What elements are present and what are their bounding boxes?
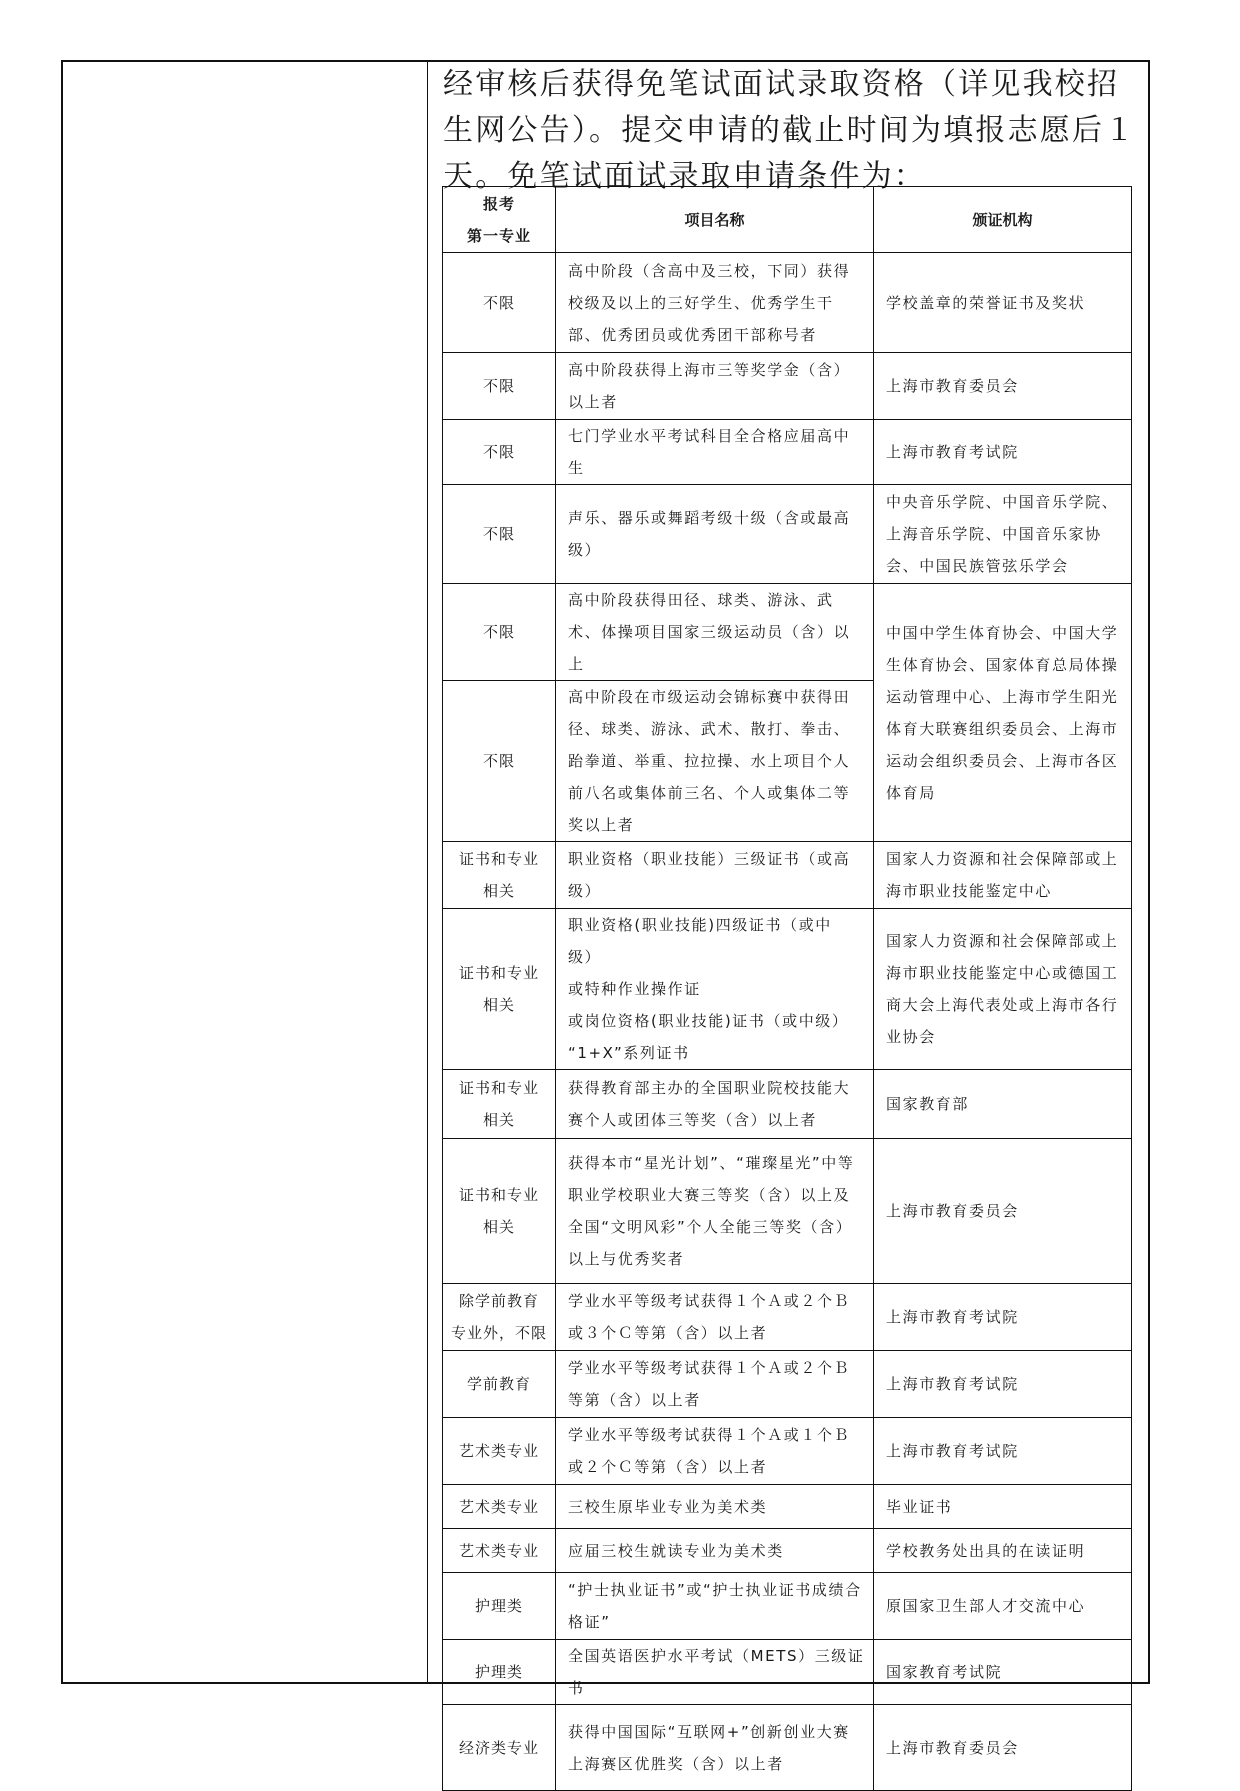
table-row: [443, 1284, 1132, 1351]
cell-item: 获得教育部主办的全国职业院校技能大赛个人或团体三等奖（含）以上者: [556, 1070, 874, 1139]
cell-item: 七门学业水平考试科目全合格应届高中生: [556, 420, 874, 485]
cell-major: 不限: [443, 253, 556, 353]
cell-item: 三校生原毕业专业为美术类: [556, 1485, 874, 1529]
cell-item: 获得本市“星光计划”、“璀璨星光”中等职业学校职业大赛三等奖（含）以上及全国“文明风彩”个人全能三等奖（含）以上与优秀奖者: [556, 1139, 874, 1284]
cell-major: 证书和专业 相关: [443, 909, 556, 1070]
table-row: [443, 1351, 1132, 1418]
table-row: [443, 485, 1132, 584]
table-row: [443, 1418, 1132, 1485]
cell-issuer: 上海市教育考试院: [874, 1351, 1132, 1418]
table-row: [443, 1070, 1132, 1139]
cell-major: 不限: [443, 485, 556, 584]
cell-major: 不限: [443, 681, 556, 842]
table-row: [443, 353, 1132, 420]
table-row: [443, 1640, 1132, 1705]
header-major: 报考 第一专业: [443, 187, 556, 253]
cell-issuer: 上海市教育委员会: [874, 353, 1132, 420]
cell-item: “护士执业证书”或“护士执业证书成绩合格证”: [556, 1573, 874, 1640]
left-column-divider: [427, 60, 428, 1684]
table-row: [443, 1529, 1132, 1573]
cell-issuer: 上海市教育考试院: [874, 1284, 1132, 1351]
cell-major: 学前教育: [443, 1351, 556, 1418]
cell-item: 高中阶段在市级运动会锦标赛中获得田径、球类、游泳、武术、散打、拳击、跆拳道、举重、拉拉操、水上项目个人前八名或集体前三名、个人或集体二等奖以上者: [556, 681, 874, 842]
cell-major: 证书和专业 相关: [443, 1139, 556, 1284]
cell-item: 职业资格(职业技能)四级证书（或中级） 或特种作业操作证 或岗位资格(职业技能)证书（或中级） “1+X”系列证书: [556, 909, 874, 1070]
cell-major: 不限: [443, 353, 556, 420]
cell-issuer: 国家教育部: [874, 1070, 1132, 1139]
table-row: [443, 1485, 1132, 1529]
table-row: [443, 584, 1132, 681]
cell-item: 全国英语医护水平考试（METS）三级证书: [556, 1640, 874, 1705]
cell-item: 高中阶段（含高中及三校，下同）获得校级及以上的三好学生、优秀学生干部、优秀团员或优秀团干部称号者: [556, 253, 874, 353]
table-row: [443, 420, 1132, 485]
requirements-table: [442, 186, 1132, 1791]
cell-issuer: 国家人力资源和社会保障部或上海市职业技能鉴定中心或德国工商大会上海代表处或上海市各行业协会: [874, 909, 1132, 1070]
cell-major: 艺术类专业: [443, 1529, 556, 1573]
cell-item: 学业水平等级考试获得１个Ａ或２个Ｂ或３个Ｃ等第（含）以上者: [556, 1284, 874, 1351]
cell-issuer: 毕业证书: [874, 1485, 1132, 1529]
table-row: [443, 842, 1132, 909]
cell-issuer: 上海市教育考试院: [874, 420, 1132, 485]
cell-item: 学业水平等级考试获得１个Ａ或２个Ｂ等第（含）以上者: [556, 1351, 874, 1418]
cell-issuer: 学校盖章的荣誉证书及奖状: [874, 253, 1132, 353]
cell-issuer: 原国家卫生部人才交流中心: [874, 1573, 1132, 1640]
table-row: [443, 253, 1132, 353]
cell-major: 经济类专业: [443, 1705, 556, 1791]
cell-issuer: 国家教育考试院: [874, 1640, 1132, 1705]
cell-major: 艺术类专业: [443, 1418, 556, 1485]
cell-item: 高中阶段获得田径、球类、游泳、武术、体操项目国家三级运动员（含）以上: [556, 584, 874, 681]
cell-item: 获得中国国际“互联网+”创新创业大赛 上海赛区优胜奖（含）以上者: [556, 1705, 874, 1791]
cell-major: 证书和专业 相关: [443, 842, 556, 909]
header-issuer: 颁证机构: [874, 187, 1132, 253]
cell-major: 艺术类专业: [443, 1485, 556, 1529]
cell-major: 不限: [443, 584, 556, 681]
intro-paragraph: 经审核后获得免笔试面试录取资格（详见我校招生网公告）。提交申请的截止时间为填报志愿后１天。免笔试面试录取申请条件为：: [443, 67, 1137, 194]
cell-issuer: 上海市教育考试院: [874, 1418, 1132, 1485]
cell-issuer: 国家人力资源和社会保障部或上海市职业技能鉴定中心: [874, 842, 1132, 909]
cell-major: 护理类: [443, 1640, 556, 1705]
cell-item: 声乐、器乐或舞蹈考级十级（含或最高级）: [556, 485, 874, 584]
table-row: [443, 1705, 1132, 1791]
cell-major: 证书和专业 相关: [443, 1070, 556, 1139]
cell-item: 高中阶段获得上海市三等奖学金（含）以上者: [556, 353, 874, 420]
header-item-name: 项目名称: [556, 187, 874, 253]
cell-major: 不限: [443, 420, 556, 485]
cell-major: 除学前教育 专业外，不限: [443, 1284, 556, 1351]
cell-issuer: 上海市教育委员会: [874, 1705, 1132, 1791]
cell-item: 职业资格（职业技能）三级证书（或高级）: [556, 842, 874, 909]
table-row: [443, 1139, 1132, 1284]
cell-item: 应届三校生就读专业为美术类: [556, 1529, 874, 1573]
cell-issuer: 上海市教育委员会: [874, 1139, 1132, 1284]
cell-major: 护理类: [443, 1573, 556, 1640]
cell-issuer: 中国中学生体育协会、中国大学生体育协会、国家体育总局体操运动管理中心、上海市学生阳光体育大联赛组织委员会、上海市运动会组织委员会、上海市各区体育局: [874, 584, 1132, 842]
cell-issuer: 中央音乐学院、中国音乐学院、上海音乐学院、中国音乐家协会、中国民族管弦乐学会: [874, 485, 1132, 584]
table-row: [443, 1573, 1132, 1640]
cell-issuer: 学校教务处出具的在读证明: [874, 1529, 1132, 1573]
cell-item: 学业水平等级考试获得１个Ａ或１个Ｂ或２个Ｃ等第（含）以上者: [556, 1418, 874, 1485]
table-row: [443, 909, 1132, 1070]
table-header-row: [443, 187, 1132, 253]
